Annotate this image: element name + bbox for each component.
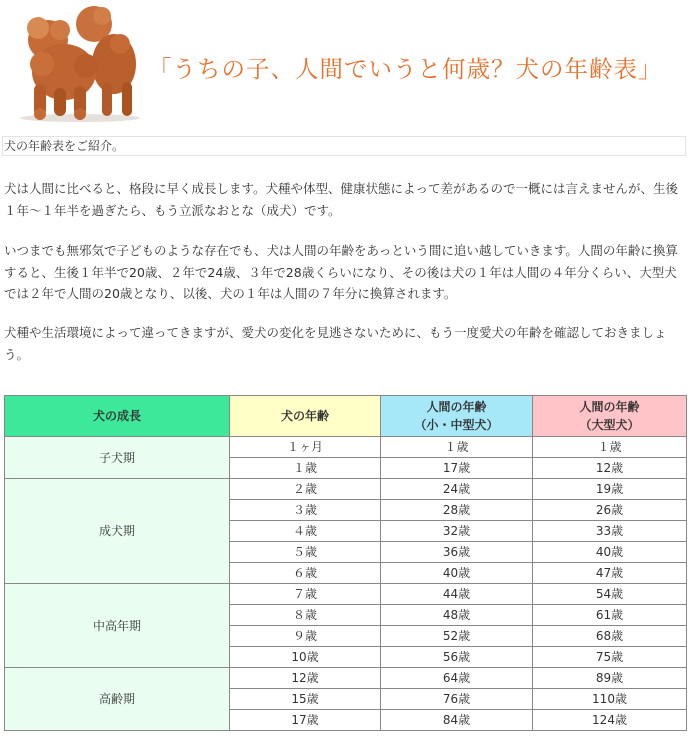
stage-cell: 中高年期 bbox=[5, 584, 230, 668]
human-age-large-cell: 26歳 bbox=[533, 500, 687, 521]
human-age-large-cell: 19歳 bbox=[533, 479, 687, 500]
table-row bbox=[5, 437, 687, 458]
human-age-small-cell: 56歳 bbox=[381, 647, 533, 668]
human-age-small-cell: 17歳 bbox=[381, 458, 533, 479]
intro-box: 犬の年齢表をご紹介。 bbox=[2, 136, 686, 156]
table-row bbox=[5, 584, 687, 605]
human-age-small-cell: 40歳 bbox=[381, 563, 533, 584]
header-growth: 犬の成長 bbox=[5, 396, 230, 437]
dog-age-cell: 15歳 bbox=[230, 689, 381, 710]
human-age-small-cell: 48歳 bbox=[381, 605, 533, 626]
human-age-small-cell: 64歳 bbox=[381, 668, 533, 689]
header-human-age-small bbox=[381, 396, 533, 437]
header-human-age-small-label: 人間の年齢 bbox=[426, 400, 487, 414]
header-human-age-large-sub: （大型犬） bbox=[579, 418, 640, 432]
header-human-age-small-sub: （小・中型犬） bbox=[414, 418, 499, 432]
dog-age-cell: ６歳 bbox=[230, 563, 381, 584]
human-age-small-cell: 32歳 bbox=[381, 521, 533, 542]
dog-age-cell: 10歳 bbox=[230, 647, 381, 668]
human-age-small-cell: 28歳 bbox=[381, 500, 533, 521]
dog-age-cell: １歳 bbox=[230, 458, 381, 479]
human-age-large-cell: 40歳 bbox=[533, 542, 687, 563]
human-age-large-cell: 54歳 bbox=[533, 584, 687, 605]
table-row bbox=[5, 479, 687, 500]
human-age-small-cell: 52歳 bbox=[381, 626, 533, 647]
dog-age-cell: 12歳 bbox=[230, 668, 381, 689]
human-age-small-cell: 36歳 bbox=[381, 542, 533, 563]
dog-age-cell: 17歳 bbox=[230, 710, 381, 731]
human-age-large-cell: 89歳 bbox=[533, 668, 687, 689]
page-header bbox=[0, 0, 690, 125]
dog-age-cell: ７歳 bbox=[230, 584, 381, 605]
human-age-large-cell: 47歳 bbox=[533, 563, 687, 584]
poodle-dogs-image bbox=[2, 2, 148, 122]
dog-age-cell: ５歳 bbox=[230, 542, 381, 563]
dog-age-cell: ８歳 bbox=[230, 605, 381, 626]
paragraph-check: 犬種や生活環境によって違ってきますが、愛犬の変化を見逃さないために、もう一度愛犬の年齢を確認しておきましょう。 bbox=[4, 325, 667, 362]
human-age-large-cell: 75歳 bbox=[533, 647, 687, 668]
header-human-age-large-label: 人間の年齢 bbox=[579, 400, 640, 414]
table-row bbox=[5, 668, 687, 689]
human-age-small-cell: １歳 bbox=[381, 437, 533, 458]
human-age-large-cell: 61歳 bbox=[533, 605, 687, 626]
human-age-large-cell: 68歳 bbox=[533, 626, 687, 647]
stage-cell: 高齢期 bbox=[5, 668, 230, 731]
header-dog-age: 犬の年齢 bbox=[230, 396, 381, 437]
stage-cell: 成犬期 bbox=[5, 479, 230, 584]
table-header-row bbox=[5, 396, 687, 437]
header-human-age-large bbox=[533, 396, 687, 437]
paragraph-growth: 犬は人間に比べると、格段に早く成長します。犬種や体型、健康状態によって差があるので一概には言えませんが、生後１年～１年半を過ぎたら、もう立派なおとな（成犬）です。 bbox=[4, 181, 679, 218]
human-age-large-cell: 110歳 bbox=[533, 689, 687, 710]
human-age-large-cell: 12歳 bbox=[533, 458, 687, 479]
dog-age-cell: ４歳 bbox=[230, 521, 381, 542]
page-title: 「うちの子、人間でいうと何歳？犬の年齢表」 bbox=[148, 55, 663, 83]
human-age-small-cell: 76歳 bbox=[381, 689, 533, 710]
human-age-small-cell: 84歳 bbox=[381, 710, 533, 731]
human-age-large-cell: 33歳 bbox=[533, 521, 687, 542]
human-age-small-cell: 24歳 bbox=[381, 479, 533, 500]
human-age-small-cell: 44歳 bbox=[381, 584, 533, 605]
dog-age-cell: ３歳 bbox=[230, 500, 381, 521]
dog-age-cell: １ヶ月 bbox=[230, 437, 381, 458]
paragraph-conversion: いつまでも無邪気で子どものような存在でも、犬は人間の年齢をあっという間に追い越していきます。人間の年齢に換算すると、生後１年半で20歳、２年で24歳、３年で28歳くらいになり、その後は犬の１年は人間の４年分くらい、大型犬では２年で人間の20歳となり、以後、犬の１年は人間の７年分に換算されます。 bbox=[4, 243, 678, 301]
dog-age-cell: ９歳 bbox=[230, 626, 381, 647]
stage-cell: 子犬期 bbox=[5, 437, 230, 479]
human-age-large-cell: １歳 bbox=[533, 437, 687, 458]
human-age-large-cell: 124歳 bbox=[533, 710, 687, 731]
dog-age-cell: ２歳 bbox=[230, 479, 381, 500]
dog-age-table bbox=[4, 395, 687, 731]
